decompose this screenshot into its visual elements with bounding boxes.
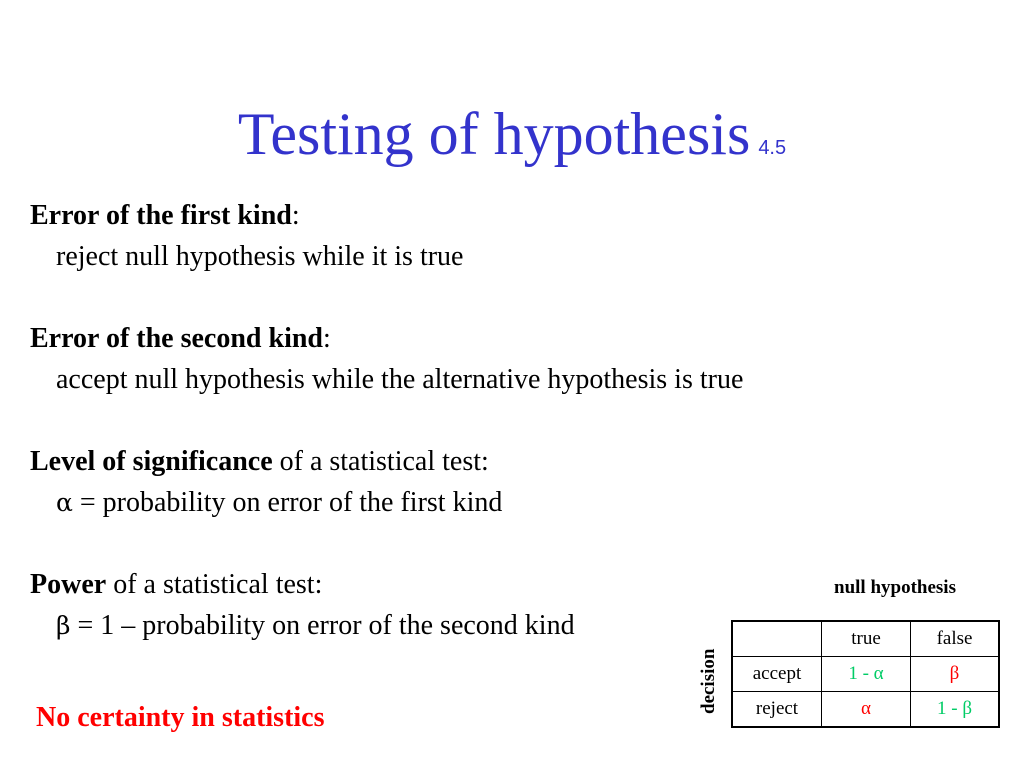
- definition-first-kind-heading: [30, 199, 300, 233]
- column-header-true: true: [822, 622, 911, 657]
- decision-matrix-table: [732, 621, 999, 727]
- term-first-kind-suffix: :: [291, 200, 300, 231]
- cell-accept-false: β: [911, 657, 999, 692]
- row-label-reject: reject: [733, 692, 822, 727]
- cell-reject-false: 1 - β: [911, 692, 999, 727]
- column-header-false: false: [911, 622, 999, 657]
- power-description: = 1 – probability on error of the second kind: [70, 610, 575, 641]
- beta-symbol: β: [56, 611, 71, 640]
- term-significance-suffix: of a statistical test:: [272, 446, 489, 477]
- slide-title: [0, 98, 1024, 184]
- definition-significance-text: [56, 486, 502, 520]
- title-text: Testing of hypothesis: [237, 101, 751, 167]
- slide-version: 4.5: [758, 137, 787, 159]
- row-label-accept: accept: [733, 657, 822, 692]
- definition-second-kind-text: accept null hypothesis while the alternative hypothesis is true: [56, 364, 744, 395]
- table-header-row: [733, 622, 999, 657]
- term-first-kind: Error of the first kind: [30, 200, 292, 231]
- term-power-suffix: of a statistical test:: [106, 569, 323, 600]
- cell-reject-true: α: [822, 692, 911, 727]
- term-second-kind: Error of the second kind: [30, 323, 323, 354]
- definition-significance-heading: [30, 445, 489, 479]
- decision-row-header: decision: [698, 648, 719, 714]
- definition-power-text: [56, 609, 575, 643]
- term-significance: Level of significance: [30, 446, 273, 477]
- table-row: [733, 657, 999, 692]
- cell-accept-true: 1 - α: [822, 657, 911, 692]
- term-power: Power: [30, 569, 107, 600]
- alpha-symbol: α: [56, 488, 73, 517]
- term-second-kind-suffix: :: [323, 323, 331, 354]
- table-corner-cell: [733, 622, 822, 657]
- definition-power-heading: [30, 568, 322, 602]
- definition-first-kind-text: reject null hypothesis while it is true: [56, 241, 464, 272]
- null-hypothesis-header: null hypothesis: [834, 577, 956, 598]
- definition-second-kind-heading: [30, 322, 331, 356]
- conclusion-text: No certainty in statistics: [36, 702, 325, 733]
- significance-description: = probability on error of the first kind: [72, 487, 503, 518]
- table-row: [733, 692, 999, 727]
